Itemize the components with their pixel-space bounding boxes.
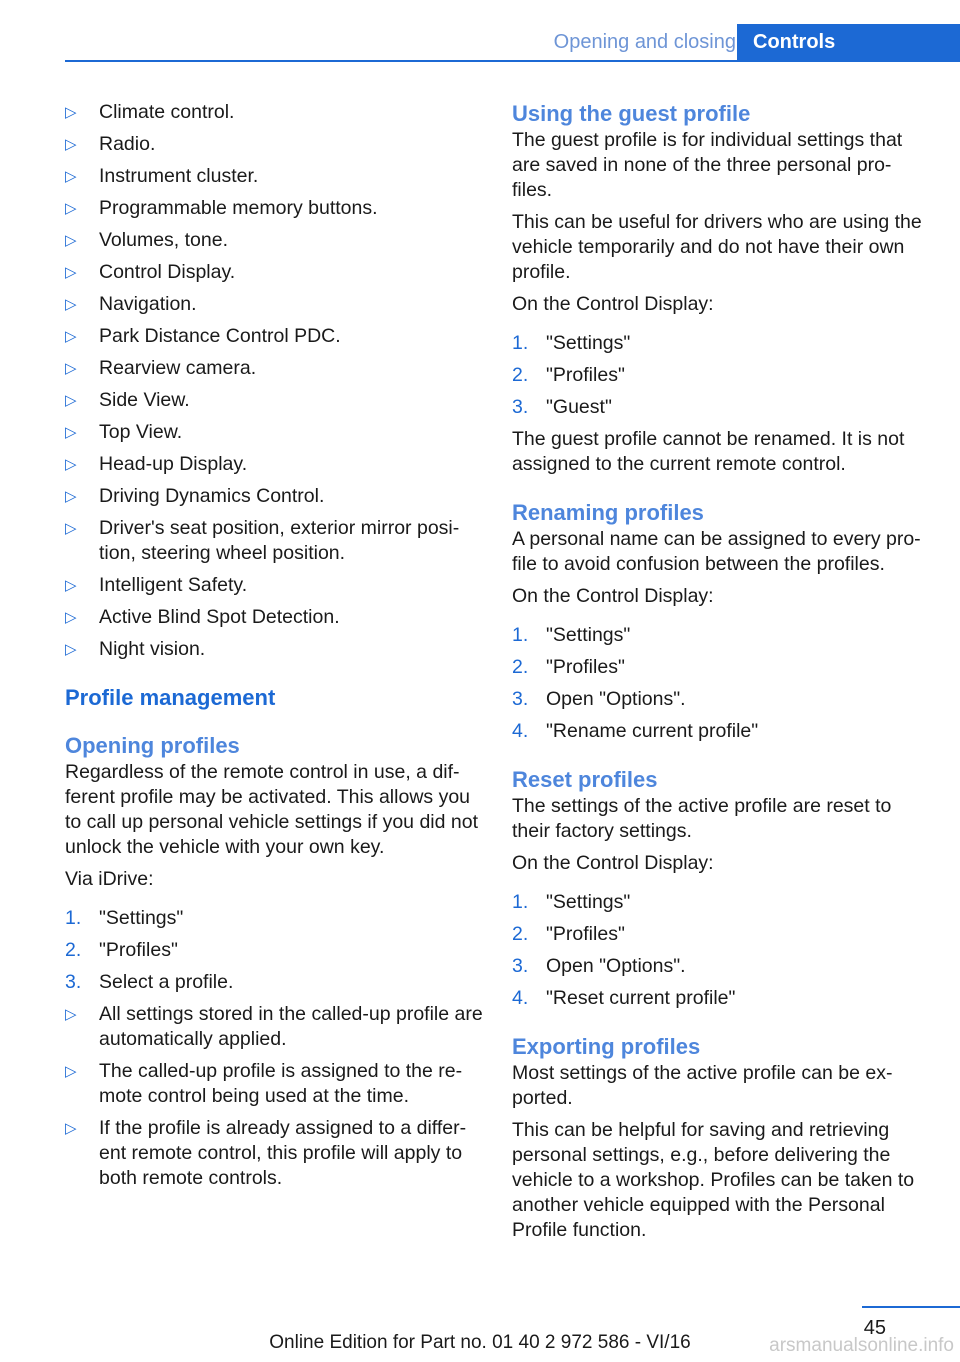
list-item-text: The called-up profile is assigned to the re‐ mote control being used at the time. <box>99 1060 463 1107</box>
triangle-bullet-icon: ▷ <box>65 328 77 345</box>
list-item <box>65 292 485 317</box>
list-item-text: Top View. <box>99 421 183 443</box>
paragraph-reset-2: On the Control Display: <box>512 852 714 874</box>
triangle-bullet-icon: ▷ <box>65 520 77 537</box>
list-item-text: Active Blind Spot Detection. <box>99 606 340 628</box>
step-number: 3. <box>512 688 529 710</box>
step-item <box>512 922 932 947</box>
list-item <box>65 1116 485 1191</box>
list-item-text: Control Display. <box>99 261 236 283</box>
step-item <box>512 719 932 744</box>
list-item <box>65 573 485 598</box>
triangle-bullet-icon: ▷ <box>65 136 77 153</box>
triangle-bullet-icon: ▷ <box>65 232 77 249</box>
opening-steps <box>65 906 485 995</box>
paragraph-guest-1: The guest profile is for individual settings that are saved in none of the three personal pro‐ files. <box>512 129 903 201</box>
step-text: "Settings" <box>546 332 631 354</box>
triangle-bullet-icon: ▷ <box>65 104 77 121</box>
watermark: arsmanualsonline.info <box>769 1335 954 1356</box>
paragraph-opening: Regardless of the remote control in use, a dif‐ ferent profile may be activated. This allows you to call up personal vehicle settings if you did not unlock the vehicle with your own key. <box>65 761 478 858</box>
step-item <box>512 623 932 648</box>
list-item <box>65 1059 485 1109</box>
list-item-text: Volumes, tone. <box>99 229 228 251</box>
triangle-bullet-icon: ▷ <box>65 424 77 441</box>
heading-reset: Reset profiles <box>512 767 658 792</box>
reset-steps <box>512 890 932 1011</box>
triangle-bullet-icon: ▷ <box>65 577 77 594</box>
triangle-bullet-icon: ▷ <box>65 360 77 377</box>
list-item-text: Rearview camera. <box>99 357 257 379</box>
list-item <box>65 196 485 221</box>
step-item <box>512 986 932 1011</box>
triangle-bullet-icon: ▷ <box>65 392 77 409</box>
paragraph-reset-1: The settings of the active profile are reset to their factory settings. <box>512 795 892 842</box>
triangle-bullet-icon: ▷ <box>65 296 77 313</box>
step-text: "Guest" <box>546 396 612 418</box>
step-number: 4. <box>512 987 529 1009</box>
feature-list <box>65 100 485 662</box>
step-item <box>65 906 485 931</box>
step-text: "Profiles" <box>546 656 625 678</box>
list-item-text: Navigation. <box>99 293 197 315</box>
step-text: "Settings" <box>546 624 631 646</box>
footer-rule <box>862 1306 960 1308</box>
list-item-text: All settings stored in the called-up profile are automatically applied. <box>99 1003 483 1050</box>
step-number: 4. <box>512 720 529 742</box>
step-text: Open "Options". <box>546 688 686 710</box>
step-text: Select a profile. <box>99 971 234 993</box>
list-item-text: Head-up Display. <box>99 453 248 475</box>
list-item <box>65 484 485 509</box>
triangle-bullet-icon: ▷ <box>65 200 77 217</box>
list-item <box>65 516 485 566</box>
opening-notes <box>65 1002 485 1191</box>
header-rule <box>65 60 960 62</box>
list-item <box>65 260 485 285</box>
triangle-bullet-icon: ▷ <box>65 1063 77 1080</box>
list-item <box>65 132 485 157</box>
step-item <box>512 363 932 388</box>
triangle-bullet-icon: ▷ <box>65 1120 77 1137</box>
footer-edition: Online Edition for Part no. 01 40 2 972 586 - VI/16 <box>269 1332 691 1353</box>
step-item <box>512 687 932 712</box>
heading-guest-profile: Using the guest profile <box>512 101 751 126</box>
step-item <box>512 954 932 979</box>
list-item <box>65 324 485 349</box>
list-item-text: Driver's seat position, exterior mirror posi‐ tion, steering wheel position. <box>99 517 460 564</box>
step-text: "Settings" <box>99 907 184 929</box>
step-number: 3. <box>512 955 529 977</box>
list-item-text: Programmable memory buttons. <box>99 197 378 219</box>
step-text: "Profiles" <box>546 364 625 386</box>
list-item-text: Radio. <box>99 133 156 155</box>
list-item <box>65 228 485 253</box>
list-item-text: Intelligent Safety. <box>99 574 248 596</box>
rename-steps <box>512 623 932 744</box>
list-item <box>65 356 485 381</box>
step-text: "Profiles" <box>99 939 178 961</box>
step-number: 1. <box>512 332 529 354</box>
step-item <box>512 655 932 680</box>
paragraph-rename-2: On the Control Display: <box>512 585 714 607</box>
list-item <box>65 637 485 662</box>
step-item <box>512 890 932 915</box>
step-number: 1. <box>512 891 529 913</box>
list-item <box>65 388 485 413</box>
guest-steps <box>512 331 932 420</box>
triangle-bullet-icon: ▷ <box>65 609 77 626</box>
heading-profile-management: Profile management <box>65 685 276 710</box>
step-item <box>65 970 485 995</box>
page-number: 45 <box>863 1317 886 1339</box>
triangle-bullet-icon: ▷ <box>65 456 77 473</box>
step-item <box>65 938 485 963</box>
right-column <box>512 100 932 1250</box>
step-number: 3. <box>65 971 82 993</box>
header-chapter-tab: Controls <box>737 24 960 61</box>
paragraph-guest-3: On the Control Display: <box>512 293 714 315</box>
paragraph-rename-1: A personal name can be assigned to every pro‐ file to avoid confusion between the profiles. <box>512 528 921 575</box>
list-item <box>65 164 485 189</box>
list-item <box>65 452 485 477</box>
left-column <box>65 100 485 1198</box>
step-text: "Settings" <box>546 891 631 913</box>
triangle-bullet-icon: ▷ <box>65 168 77 185</box>
list-item <box>65 420 485 445</box>
step-item <box>512 331 932 356</box>
list-item-text: Climate control. <box>99 101 235 123</box>
list-item-text: Driving Dynamics Control. <box>99 485 325 507</box>
header-section: Opening and closing <box>553 31 736 53</box>
triangle-bullet-icon: ▷ <box>65 488 77 505</box>
triangle-bullet-icon: ▷ <box>65 1006 77 1023</box>
list-item-text: Park Distance Control PDC. <box>99 325 341 347</box>
list-item <box>65 1002 485 1052</box>
list-item-text: Night vision. <box>99 638 206 660</box>
step-number: 1. <box>65 907 82 929</box>
paragraph-guest-4: The guest profile cannot be renamed. It is not assigned to the current remote control. <box>512 428 905 475</box>
step-text: Open "Options". <box>546 955 686 977</box>
list-item <box>65 605 485 630</box>
triangle-bullet-icon: ▷ <box>65 264 77 281</box>
step-number: 1. <box>512 624 529 646</box>
step-number: 2. <box>65 939 82 961</box>
list-item-text: If the profile is already assigned to a differ‐ ent remote control, this profile will apply to both remote controls. <box>99 1117 467 1189</box>
step-number: 2. <box>512 364 529 386</box>
step-number: 2. <box>512 923 529 945</box>
triangle-bullet-icon: ▷ <box>65 641 77 658</box>
step-text: "Rename current profile" <box>546 720 759 742</box>
step-text: "Reset current profile" <box>546 987 736 1009</box>
step-number: 2. <box>512 656 529 678</box>
list-item <box>65 100 485 125</box>
step-text: "Profiles" <box>546 923 625 945</box>
step-item <box>512 395 932 420</box>
step-number: 3. <box>512 396 529 418</box>
paragraph-via: Via iDrive: <box>65 868 154 890</box>
list-item-text: Instrument cluster. <box>99 165 259 187</box>
heading-renaming: Renaming profiles <box>512 500 704 525</box>
paragraph-export-2: This can be helpful for saving and retrieving personal settings, e.g., before delivering the vehicle to a workshop. Profiles can be taken to another vehicle equipped with the Personal Profile function. <box>512 1119 915 1241</box>
list-item-text: Side View. <box>99 389 190 411</box>
paragraph-export-1: Most settings of the active profile can be ex‐ ported. <box>512 1062 893 1109</box>
paragraph-guest-2: This can be useful for drivers who are using the vehicle temporarily and do not have their own profile. <box>512 211 922 283</box>
heading-opening-profiles: Opening profiles <box>65 733 240 758</box>
heading-exporting: Exporting profiles <box>512 1034 701 1059</box>
